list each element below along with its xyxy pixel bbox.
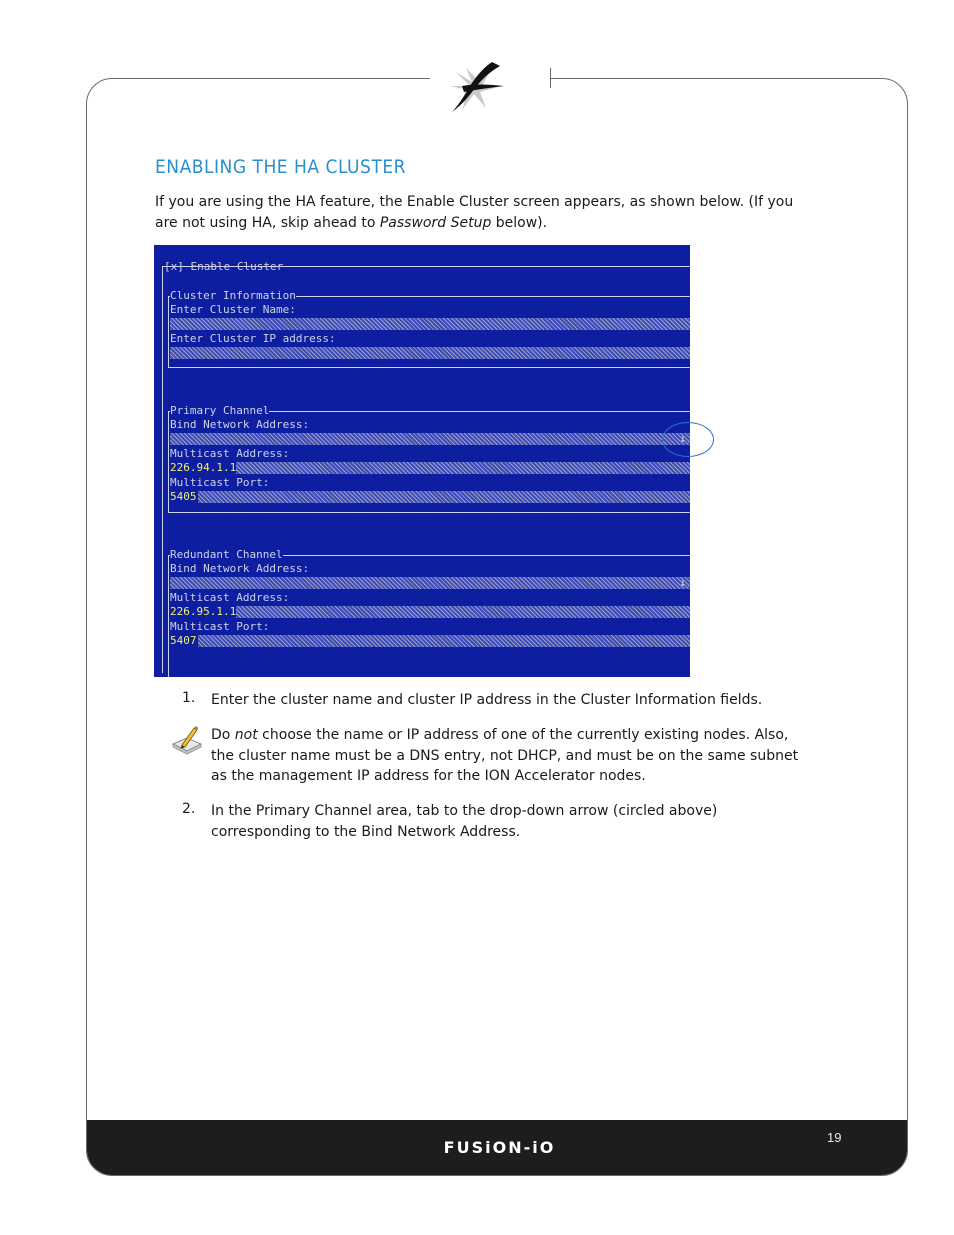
section-title: ENABLING THE HA CLUSTER — [155, 156, 407, 178]
primary-port-label: Multicast Port: — [170, 476, 270, 489]
redundant-port-value: 5407 — [170, 634, 197, 647]
enable-cluster-checkbox[interactable]: [x] Enable Cluster — [164, 260, 284, 273]
step-2-text: In the Primary Channel area, tab to the drop-down arrow (circled above) corresponding to the Bind Network Address. — [211, 803, 718, 840]
redundant-multicast-label: Multicast Address: — [170, 591, 290, 604]
redundant-bind-input[interactable] — [170, 577, 690, 589]
step-1-number: 1. — [182, 690, 196, 706]
primary-multicast-input[interactable] — [236, 462, 690, 474]
cluster-name-input[interactable] — [170, 318, 690, 330]
password-setup-reference: Password Setup — [379, 214, 492, 231]
page-footer — [87, 1120, 907, 1175]
primary-channel-title: Primary Channel — [170, 404, 270, 417]
redundant-multicast-value: 226.95.1.1 — [170, 605, 237, 618]
cluster-ip-label: Enter Cluster IP address: — [170, 332, 336, 345]
redundant-channel-title: Redundant Channel — [170, 548, 283, 561]
page-number: 19 — [827, 1130, 842, 1145]
note-paragraph — [211, 725, 811, 787]
note-text-1: Do — [211, 727, 235, 743]
header-divider — [550, 68, 551, 88]
primary-bind-label: Bind Network Address: — [170, 418, 310, 431]
intro-paragraph — [155, 192, 815, 233]
fusion-io-emblem-icon — [442, 56, 514, 116]
primary-bind-dropdown-arrow-icon[interactable]: ↓ — [679, 432, 686, 445]
redundant-multicast-input[interactable] — [236, 606, 690, 618]
redundant-bind-label: Bind Network Address: — [170, 562, 310, 575]
primary-bind-input[interactable] — [170, 433, 690, 445]
primary-port-value: 5405 — [170, 490, 197, 503]
primary-multicast-value: 226.94.1.1 — [170, 461, 237, 474]
cluster-info-title: Cluster Information — [170, 289, 296, 302]
intro-text-2: below). — [491, 214, 548, 231]
note-emphasis: not — [234, 727, 258, 743]
primary-multicast-label: Multicast Address: — [170, 447, 290, 460]
intro-text-1: If you are using the HA feature, the Enable Cluster screen appears, as shown below. (If you are not using HA, skip ahead to — [155, 194, 794, 231]
step-1-text: Enter the cluster name and cluster IP address in the Cluster Information fields. — [211, 692, 763, 708]
redundant-port-label: Multicast Port: — [170, 620, 270, 633]
dropdown-highlight-circle — [662, 422, 714, 457]
fusion-io-logo: FUSiON-iO — [443, 1138, 556, 1157]
step-2-number: 2. — [182, 801, 196, 817]
redundant-bind-dropdown-arrow-icon[interactable]: ↓ — [679, 576, 686, 589]
note-pencil-icon — [170, 724, 204, 756]
cluster-name-label: Enter Cluster Name: — [170, 303, 296, 316]
note-text-2: choose the name or IP address of one of the currently existing nodes. Also, the cluster name must be a DNS entry, not DHCP, and must be on the same subnet as the management IP address for the ION Accelerator nodes. — [211, 727, 799, 784]
primary-port-input[interactable] — [198, 491, 690, 503]
cluster-ip-input[interactable] — [170, 347, 690, 359]
redundant-port-input[interactable] — [198, 635, 690, 647]
enable-cluster-screenshot — [154, 245, 690, 677]
